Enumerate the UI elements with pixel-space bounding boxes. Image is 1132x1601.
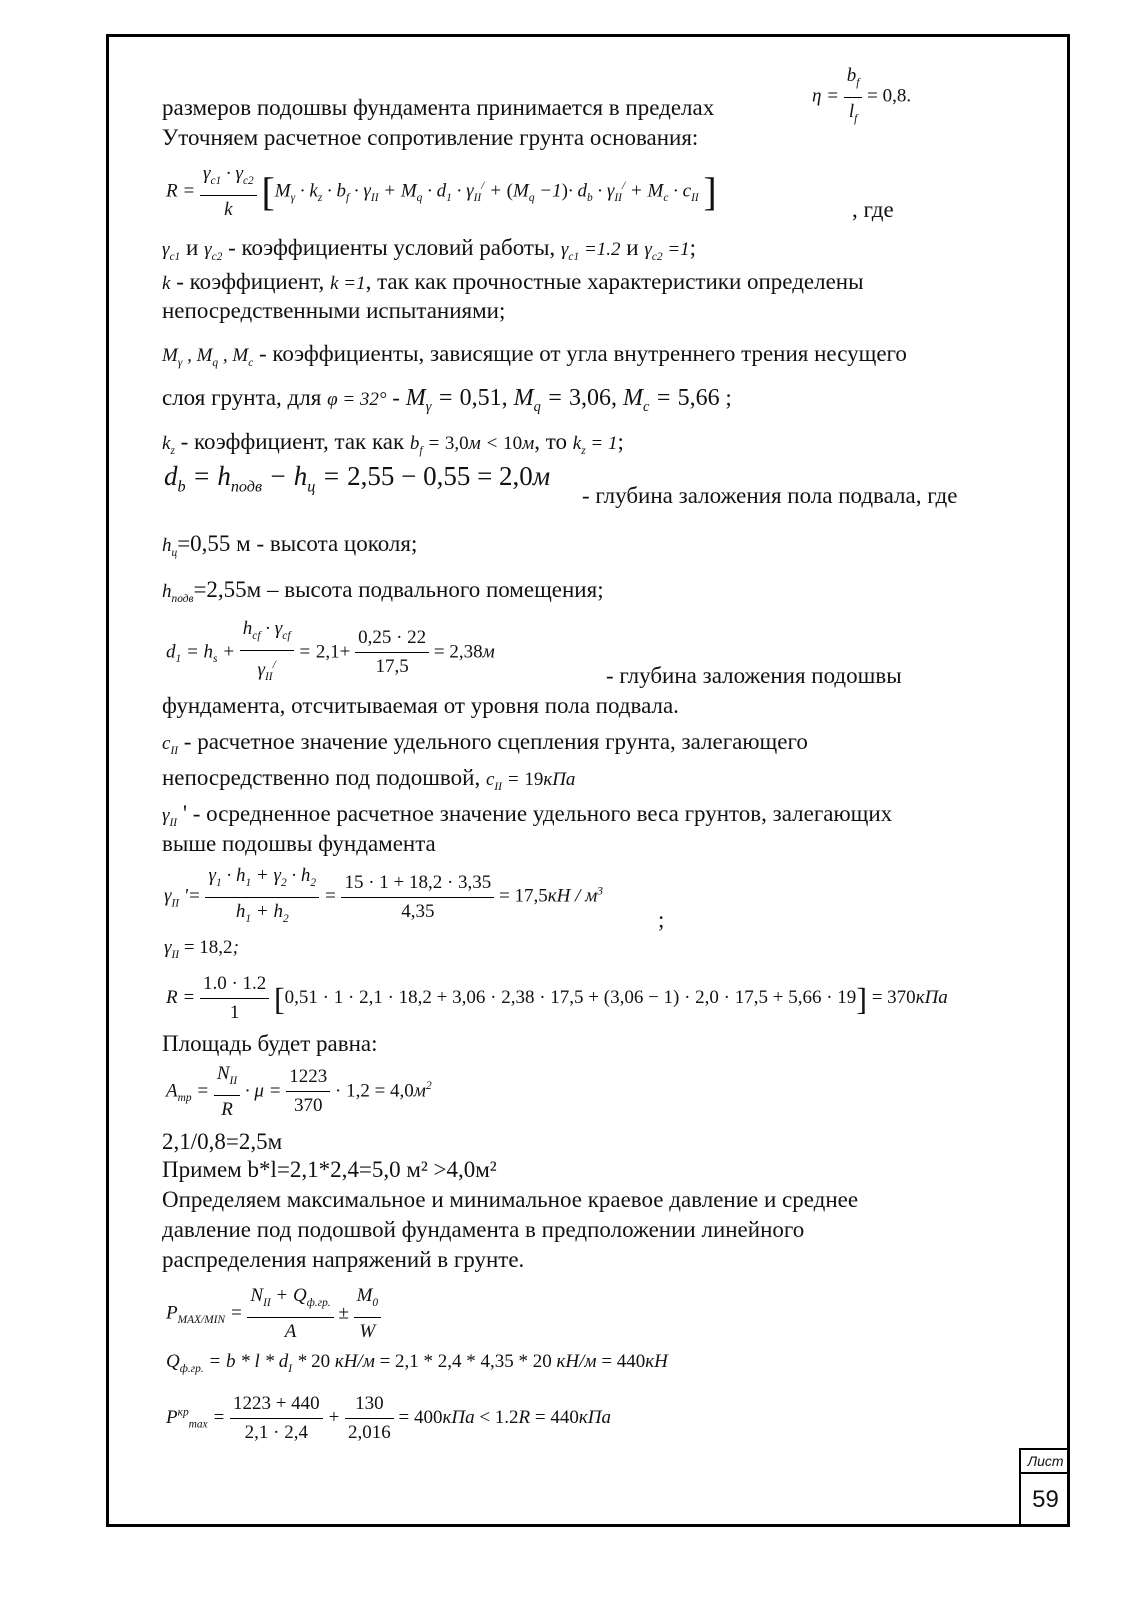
sheet-number: 59 — [1032, 1486, 1059, 1513]
text-line: $h_ц=0,55$ м - высота цоколя; — [162, 531, 418, 559]
text-line: - глубина заложения подошвы — [606, 663, 902, 688]
text-line: непосредственными испытаниями; — [162, 298, 506, 323]
text-line: Уточняем расчетное сопротивление грунта основания: — [162, 125, 699, 150]
text-line: давление под подошвой фундамента в предположении линейного — [162, 1217, 805, 1242]
r-value-formula: R = $\frac{1.0 \cdot 1.2}{1}$ [0,51 · 1 · 2,1 · 18,2 + 3,06 · 2,38 · 17,5 + (3,06 − 1) · 2,0 · 17,5 + 5,66 · 19] = 370кПа — [166, 970, 948, 1027]
gamma2-formula: $\gamma_{II} = 18,2$; — [164, 937, 239, 961]
text-line: $\gamma_{II}$ ' - осредненное расчетное значение удельного веса грунтов, залегающих — [162, 801, 893, 829]
pkr-formula: $P^{кр}_{max}$ = $\frac{1223 + 440}{2,1 \cdot 2,4}$ + $\frac{130}{2,016}$ = 400кПа < 1.2R = 440кПа — [166, 1390, 611, 1447]
db-formula: $d_b = h_{подв} - h_ц = 2,55 - 0,55 = 2,0м$ — [164, 461, 551, 496]
gamma-formula: $\gamma_{II}$ '= $\frac{\gamma_1 \cdot h_1 + \gamma_2 \cdot h_2}{h_1 + h_2}$ = $\frac{15 \cdot 1 + 18,2 \cdot 3,35}{4,35}$ = $17,5кН / м^3$ — [164, 862, 603, 933]
area-formula: $A_{тр}$ = $N_{II}$ R · μ = $\frac{1223}{370}$ · $1,2 = 4,0м^2$ — [166, 1060, 432, 1124]
eta-formula: η = $\frac{b_f}{l_f}$ = 0,8. — [812, 62, 911, 133]
d1-formula: $d_1 = h_s$ + $h_{cf} \cdot \gamma_{cf}$ $\gamma_{II}^/$ = 2,1+ $\frac{0,25 \cdot 22}{17,5}$ = 2,38м — [166, 615, 495, 691]
text-line: непосредственно под подошвой, $c_{II} = 19кПа$ — [162, 765, 576, 793]
text-line: Определяем максимальное и минимальное краевое давление и среднее — [162, 1187, 859, 1212]
text-line: $c_{II}$ - расчетное значение удельного сцепления грунта, залегающего — [162, 729, 808, 757]
text-line: фундамента, отсчитываемая от уровня пола подвала. — [162, 693, 679, 718]
text-line: выше подошвы фундамента — [162, 831, 436, 856]
text-line: распределения напряжений в грунте. — [162, 1247, 525, 1272]
text-line: $M_\gamma$ , $M_q$ , $M_c$ - коэффициенты, зависящие от угла внутреннего трения несущего — [162, 341, 907, 369]
text-line: слоя грунта, для $\varphi = 32^\circ - M_\gamma = 0,51$, $M_q = 3,06$, $M_c = 5,66$ ; — [162, 385, 732, 415]
r-formula: R = $\frac{\gamma_{c1} \cdot \gamma_{c2}}{k}$ [$M_\gamma \cdot k_z \cdot b_f \cdot \gamma_{II} + M_q \cdot d_1 \cdot \gamma_{II}^/ + (M_q -1)\cdot d_b \cdot \gamma_{II}^/ + M_c \cdot c_{II}$ ] — [166, 160, 717, 224]
text-line: 2,1/0,8=2,5м — [162, 1129, 283, 1154]
text-line: Площадь будет равна: — [162, 1031, 378, 1056]
sheet-label: Лист — [1021, 1450, 1070, 1474]
text-line: $h_{подв}=2,55м$ – высота подвального помещения; — [162, 577, 604, 605]
text-line: $k_z$ - коэффициент, так как $b_f = 3,0м < 10м$, то $k_z = 1$; — [162, 429, 624, 457]
sheet-stamp — [1019, 1448, 1070, 1527]
text-line: k - коэффициент, k =1, так как прочностные характеристики определены — [162, 269, 864, 294]
text-line: - глубина заложения пола подвала, где — [582, 483, 958, 508]
semicolon: ; — [658, 907, 665, 932]
text-line: , где — [852, 197, 894, 222]
text-line: размеров подошвы фундамента принимается в пределах — [162, 95, 715, 120]
text-line: Примем b*l=2,1*2,4=5,0 м² >4,0м² — [162, 1157, 497, 1182]
pmax-min-formula: $P_{MAX/MIN}$ = $N_{II} + Q_{ф.гр.}$ A ± $\frac{M_0}{W}$ — [166, 1282, 381, 1346]
text-line: $\gamma_{c1}$ и $\gamma_{c2}$ - коэффициенты условий работы, $\gamma_{c1} =1.2$ и $\gamma_{c2} =1$; — [162, 235, 697, 263]
q-formula: $Q_{ф.гр.} = b * l * d_I * 20$ кН/м = 2,1 * 2,4 * 4,35 * 20 кН/м = 440кН — [166, 1351, 668, 1375]
